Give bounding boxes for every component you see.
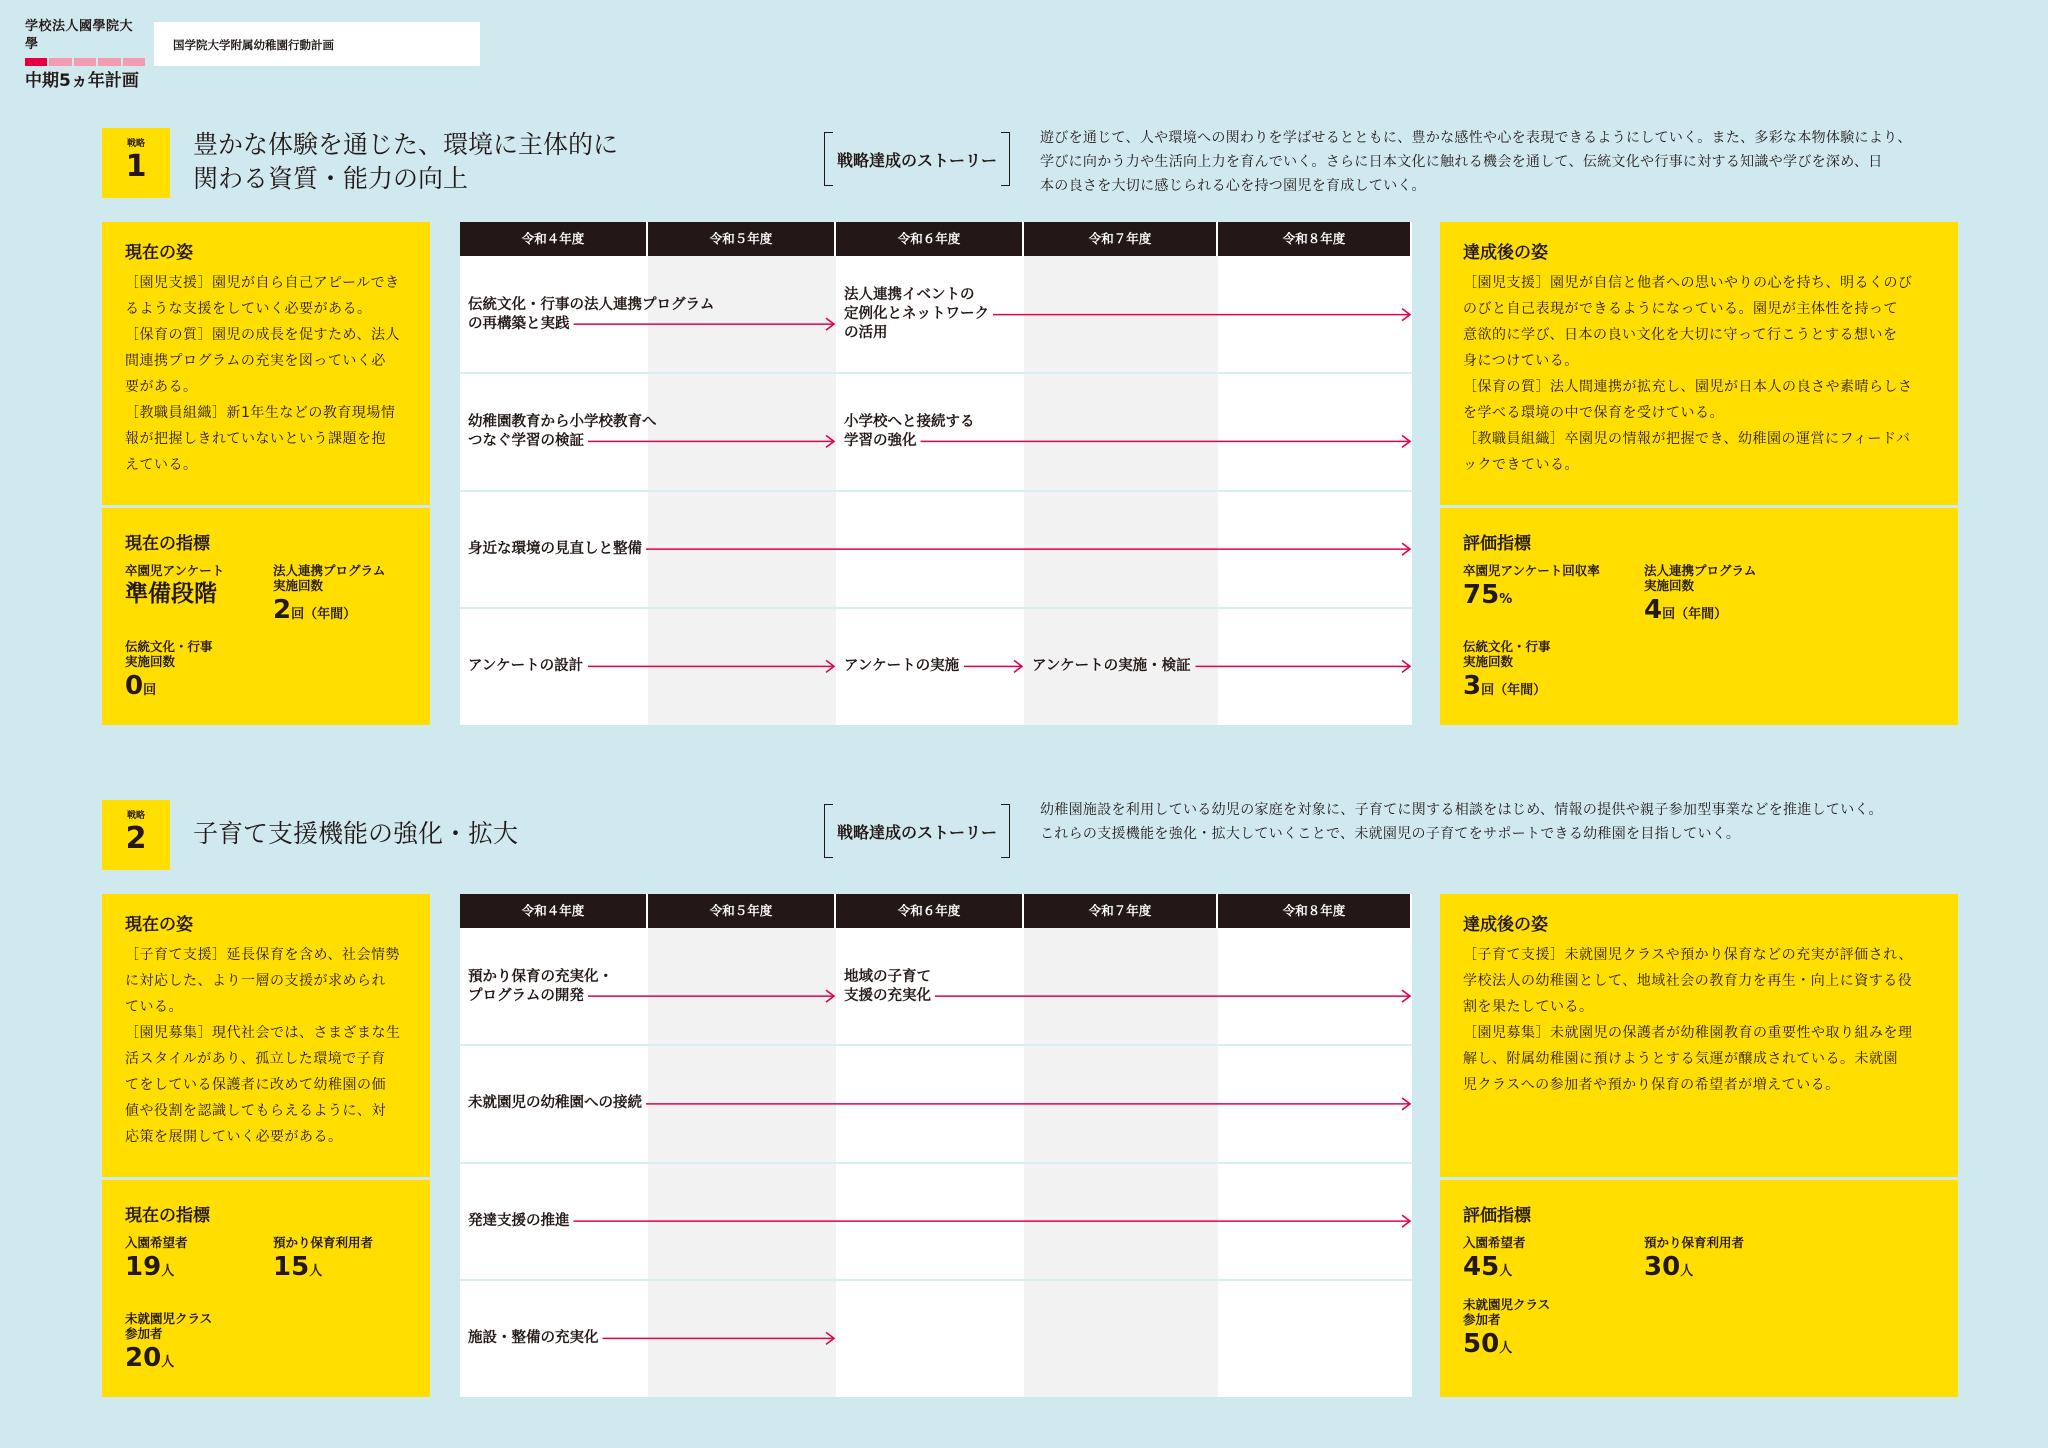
current-state-line: ている。 — [125, 999, 183, 1015]
achieved-state-line: 学校法人の幼稚園として、地域社会の教育力を再生・向上に資する役 — [1463, 973, 1913, 989]
strategy-badge — [102, 128, 170, 198]
metric-value-line — [1644, 1250, 1744, 1284]
current-metric — [125, 1235, 188, 1284]
metric-value-line — [1463, 669, 1551, 703]
achieved-state-line: ［園児支援］園児が自信と他者への思いやりの心を持ち、明るくのび — [1463, 275, 1913, 291]
current-state-text — [125, 270, 412, 478]
metric-value: 45 — [1463, 1252, 1500, 1282]
timeline-item-line: 支援の充実化 — [844, 987, 931, 1004]
current-state-line: ［教職員組織］新1年生などの教育現場情 — [125, 405, 396, 421]
strategy-title-line: 子育て支援機能の強化・拡大 — [193, 819, 519, 848]
story-label-text: 戦略達成のストーリー — [836, 823, 997, 842]
metric-unit: 回 — [143, 683, 157, 698]
timeline-item-label — [844, 657, 959, 676]
timeline-item-label — [468, 1212, 570, 1231]
metric-label: 卒園児アンケート回収率 — [1463, 563, 1600, 578]
timeline-item-label — [468, 296, 714, 334]
timeline-item-line: 学習の強化 — [844, 432, 917, 449]
current-state-line: 活スタイルがあり、孤立した環境で子育 — [125, 1051, 386, 1067]
achieved-state-line: 身につけている。 — [1463, 353, 1579, 369]
current-state-line: ［子育て支援］延長保育を含め、社会情勢 — [125, 947, 400, 963]
current-state-text — [125, 942, 412, 1150]
timeline-item-line: アンケートの実施 — [844, 657, 960, 674]
achieved-state-heading: 達成後の姿 — [1463, 915, 1548, 935]
metric-value: 2 — [273, 595, 292, 625]
timeline-year-header: 令和６年度 — [836, 222, 1022, 256]
metric-label: 伝統文化・行事 実施回数 — [125, 639, 213, 669]
timeline-year-header: 令和７年度 — [1024, 894, 1216, 928]
timeline-item-line: 未就園児の幼稚園への接続 — [468, 1095, 642, 1112]
achieved-state-line: 割を果たしている。 — [1463, 999, 1594, 1015]
timeline-item-line: 法人連携イベントの — [844, 287, 975, 304]
current-metric — [273, 563, 385, 627]
metric-value: 15 — [273, 1252, 310, 1282]
card-divider — [102, 1177, 430, 1180]
timeline-item-line: 発達支援の推進 — [468, 1212, 570, 1229]
metric-unit: 回（年間） — [1481, 683, 1547, 698]
timeline-item-line: 幼稚園教育から小学校教育へ — [468, 413, 657, 430]
current-state-line: ［園児募集］現代社会では、さまざまな生 — [125, 1025, 401, 1041]
timeline-year-header: 令和５年度 — [648, 222, 834, 256]
strategy-badge — [102, 800, 170, 870]
current-state-line: 要がある。 — [125, 379, 198, 395]
timeline-year-header: 令和７年度 — [1024, 222, 1216, 256]
current-state-line: 値や役割を認識してもらえるように、対 — [125, 1103, 386, 1119]
achieved-state-line: 解し、附属幼稚園に預けようとする気運が醸成されている。未就園 — [1463, 1051, 1898, 1067]
metric-label: 預かり保育利用者 — [273, 1235, 374, 1250]
achieved-state-heading: 達成後の姿 — [1463, 243, 1548, 263]
story-label — [824, 132, 1010, 186]
story-line: 本の良さを大切に感じられる心を持つ園児を育成していく。 — [1040, 178, 1426, 194]
timeline-item-label — [844, 968, 931, 1006]
story-line: 幼稚園施設を利用している幼児の家庭を対象に、子育てに関する相談をはじめ、情報の提供や親子参加型事業などを推進していく。 — [1040, 802, 1883, 818]
metric-unit: 人 — [161, 1264, 175, 1279]
timeline-item-line: 地域の子育て — [844, 968, 931, 985]
current-state-line: ［園児支援］園児が自ら自己アピールでき — [125, 275, 400, 291]
metric-unit: 人 — [1680, 1264, 1694, 1279]
story-line: 遊びを通じて、人や環境への関わりを学ばせるとともに、豊かな感性や心を表現できるようにしていく。また、多彩な本物体験により、 — [1040, 130, 1912, 146]
timeline-item-line: の再構築と実践 — [468, 315, 570, 332]
timeline-item-line: 施設・整備の充実化 — [468, 1329, 599, 1346]
story-line: 学びに向かう力や生活向上力を育んでいく。さらに日本文化に触れる機会を通して、伝統文化や行事に対する知識や学びを深め、日 — [1040, 154, 1883, 170]
current-state-line: ［保育の質］園児の成長を促すため、法人 — [125, 327, 400, 343]
current-metrics-heading: 現在の指標 — [125, 534, 210, 554]
timeline-item-label — [1032, 657, 1191, 676]
strategy-number: 1 — [125, 149, 147, 184]
eval-metrics-heading: 評価指標 — [1463, 534, 1531, 554]
timeline-item-line: 預かり保育の充実化・ — [468, 968, 613, 985]
metric-label: 未就園児クラス 参加者 — [1463, 1297, 1551, 1327]
eval-metrics-heading: 評価指標 — [1463, 1206, 1531, 1226]
metric-value-line — [1644, 593, 1756, 627]
timeline-year-header: 令和５年度 — [648, 894, 834, 928]
metric-label: 未就園児クラス 参加者 — [125, 1311, 213, 1341]
timeline-item-line: 身近な環境の見直しと整備 — [468, 540, 642, 557]
metric-value: 19 — [125, 1252, 162, 1282]
metric-value-line — [273, 593, 385, 627]
card-divider — [1440, 505, 1958, 508]
metric-value-line — [125, 1250, 188, 1284]
achieved-state-line: のびと自己表現ができるようになっている。園児が主体性を持って — [1463, 301, 1898, 317]
metric-label: 法人連携プログラム 実施回数 — [1644, 563, 1757, 593]
metric-text: 準備段階 — [125, 581, 217, 607]
metric-unit: 人 — [161, 1355, 175, 1370]
org-name: 学校法人國學院大學 — [25, 19, 134, 52]
timeline-item-line: つなぐ学習の検証 — [468, 432, 584, 449]
current-state-line: るような支援をしていく必要がある。 — [125, 301, 372, 317]
metric-unit: 人 — [1499, 1341, 1513, 1356]
timeline-item-line: の活用 — [844, 325, 888, 342]
story-label — [824, 804, 1010, 858]
metric-label: 伝統文化・行事 実施回数 — [1463, 639, 1551, 669]
metric-value: 50 — [1463, 1329, 1500, 1359]
achieved-state-card — [1440, 894, 1958, 1397]
strategy-badge-label: 戦略 — [126, 139, 145, 149]
current-metric — [125, 1311, 212, 1375]
timeline-item-line: アンケートの設計 — [468, 657, 584, 674]
document-title: 国学院大学附属幼稚園行動計画 — [173, 38, 334, 52]
achieved-state-line: ［園児募集］未就園児の保護者が幼稚園教育の重要性や取り組みを理 — [1463, 1025, 1913, 1041]
metric-label: 法人連携プログラム 実施回数 — [273, 563, 386, 593]
timeline-item-label — [844, 413, 975, 451]
story-label-text: 戦略達成のストーリー — [836, 151, 997, 170]
metric-value-line — [125, 1341, 212, 1375]
metric-label: 卒園児アンケート — [125, 563, 225, 578]
metric-value-line — [1463, 1250, 1526, 1284]
current-metric — [125, 563, 224, 610]
metric-value-line — [1463, 578, 1600, 612]
metric-label: 入園希望者 — [1463, 1235, 1526, 1250]
achieved-state-line: ［教職員組織］卒園児の情報が把握でき、幼稚園の運営にフィードバ — [1463, 431, 1911, 447]
timeline-item-line: アンケートの実施・検証 — [1032, 657, 1191, 674]
card-divider — [102, 505, 430, 508]
metric-unit: 回（年間） — [1662, 607, 1728, 622]
achieved-state-text — [1463, 270, 1940, 478]
achieved-state-text — [1463, 942, 1940, 1098]
document-title-box — [154, 22, 480, 66]
timeline-item-label — [468, 540, 642, 559]
timeline-item-label — [468, 968, 613, 1006]
metric-value: 0 — [125, 671, 144, 701]
metric-value: 3 — [1463, 671, 1482, 701]
card-divider — [1440, 1177, 1958, 1180]
timeline-item-label — [468, 1094, 642, 1113]
eval-metric — [1644, 563, 1756, 627]
metric-value-line — [273, 1250, 373, 1284]
timeline-year-header: 令和６年度 — [836, 894, 1022, 928]
timeline-item-line: プログラムの開発 — [468, 987, 584, 1004]
strategy-title — [193, 128, 753, 196]
strategy-number: 2 — [125, 821, 147, 856]
achieved-state-line: を学べる環境の中で保育を受けている。 — [1463, 405, 1724, 421]
eval-metric — [1463, 563, 1600, 612]
metric-label: 預かり保育利用者 — [1644, 1235, 1745, 1250]
timeline-item-label — [468, 1329, 599, 1348]
metric-unit: 人 — [1499, 1264, 1513, 1279]
eval-metric — [1463, 1235, 1526, 1284]
timeline-item-line: 小学校へと接続する — [844, 413, 975, 430]
strategy-badge-label: 戦略 — [126, 811, 145, 821]
current-state-line: てをしている保護者に改めて幼稚園の価 — [125, 1077, 386, 1093]
strategy-title-line: 豊かな体験を通じた、環境に主体的に — [193, 130, 619, 159]
current-metric — [125, 639, 213, 703]
metric-unit: 回（年間） — [291, 607, 357, 622]
timeline-year-header: 令和８年度 — [1218, 894, 1410, 928]
metric-value-line — [1463, 1327, 1550, 1361]
current-state-heading: 現在の姿 — [125, 915, 193, 935]
metric-value: 75 — [1463, 580, 1500, 610]
timeline-year-header: 令和４年度 — [460, 222, 646, 256]
achieved-state-card — [1440, 222, 1958, 725]
achieved-state-line: ［保育の質］法人間連携が拡充し、園児が日本人の良さや素晴らしさ — [1463, 379, 1913, 395]
current-state-card — [102, 222, 430, 725]
metric-value: 30 — [1644, 1252, 1681, 1282]
achieved-state-line: 意欲的に学び、日本の良い文化を大切に守って行こうとする想いを — [1463, 327, 1898, 343]
eval-metric — [1644, 1235, 1744, 1284]
story-line: これらの支援機能を強化・拡大していくことで、未就園児の子育てをサポートできる幼稚園を目指していく。 — [1040, 826, 1741, 842]
timeline-table — [460, 222, 1412, 725]
timeline-item-label — [844, 286, 989, 343]
current-state-line: えている。 — [125, 457, 198, 473]
plan-name: 中期5ヵ年計画 — [25, 71, 139, 91]
timeline-table — [460, 894, 1412, 1397]
brand-color-bar — [25, 58, 145, 66]
timeline-year-header: 令和４年度 — [460, 894, 646, 928]
achieved-state-line: 児クラスへの参加者や預かり保育の希望者が増えている。 — [1463, 1077, 1840, 1093]
timeline-year-header: 令和８年度 — [1218, 222, 1410, 256]
metric-unit: 人 — [309, 1264, 323, 1279]
metric-unit: % — [1499, 592, 1513, 607]
eval-metric — [1463, 639, 1551, 703]
timeline-item-label — [468, 657, 583, 676]
current-state-line: 応策を展開していく必要がある。 — [125, 1129, 343, 1145]
metric-value-line — [125, 669, 213, 703]
current-state-card — [102, 894, 430, 1397]
current-state-heading: 現在の姿 — [125, 243, 193, 263]
timeline-item-label — [468, 413, 657, 451]
eval-metric — [1463, 1297, 1550, 1361]
current-metric — [273, 1235, 373, 1284]
timeline-item-line: 伝統文化・行事の法人連携プログラム — [468, 296, 715, 313]
story-text — [1040, 126, 1965, 198]
achieved-state-line: ックできている。 — [1463, 457, 1579, 473]
achieved-state-line: ［子育て支援］未就園児クラスや預かり保育などの充実が評価され、 — [1463, 947, 1913, 963]
current-state-line: 間連携プログラムの充実を図っていく必 — [125, 353, 386, 369]
current-metrics-heading: 現在の指標 — [125, 1206, 210, 1226]
metric-label: 入園希望者 — [125, 1235, 188, 1250]
current-state-line: に対応した、より一層の支援が求められ — [125, 973, 386, 989]
timeline-item-line: 定例化とネットワーク — [844, 306, 989, 323]
metric-value: 20 — [125, 1343, 162, 1373]
strategy-title — [193, 817, 753, 851]
current-state-line: 報が把握しきれていないという課題を抱 — [125, 431, 386, 447]
strategy-title-line: 関わる資質・能力の向上 — [193, 164, 469, 193]
metric-value: 4 — [1644, 595, 1663, 625]
brand-block — [25, 18, 145, 92]
story-text — [1040, 798, 1965, 846]
